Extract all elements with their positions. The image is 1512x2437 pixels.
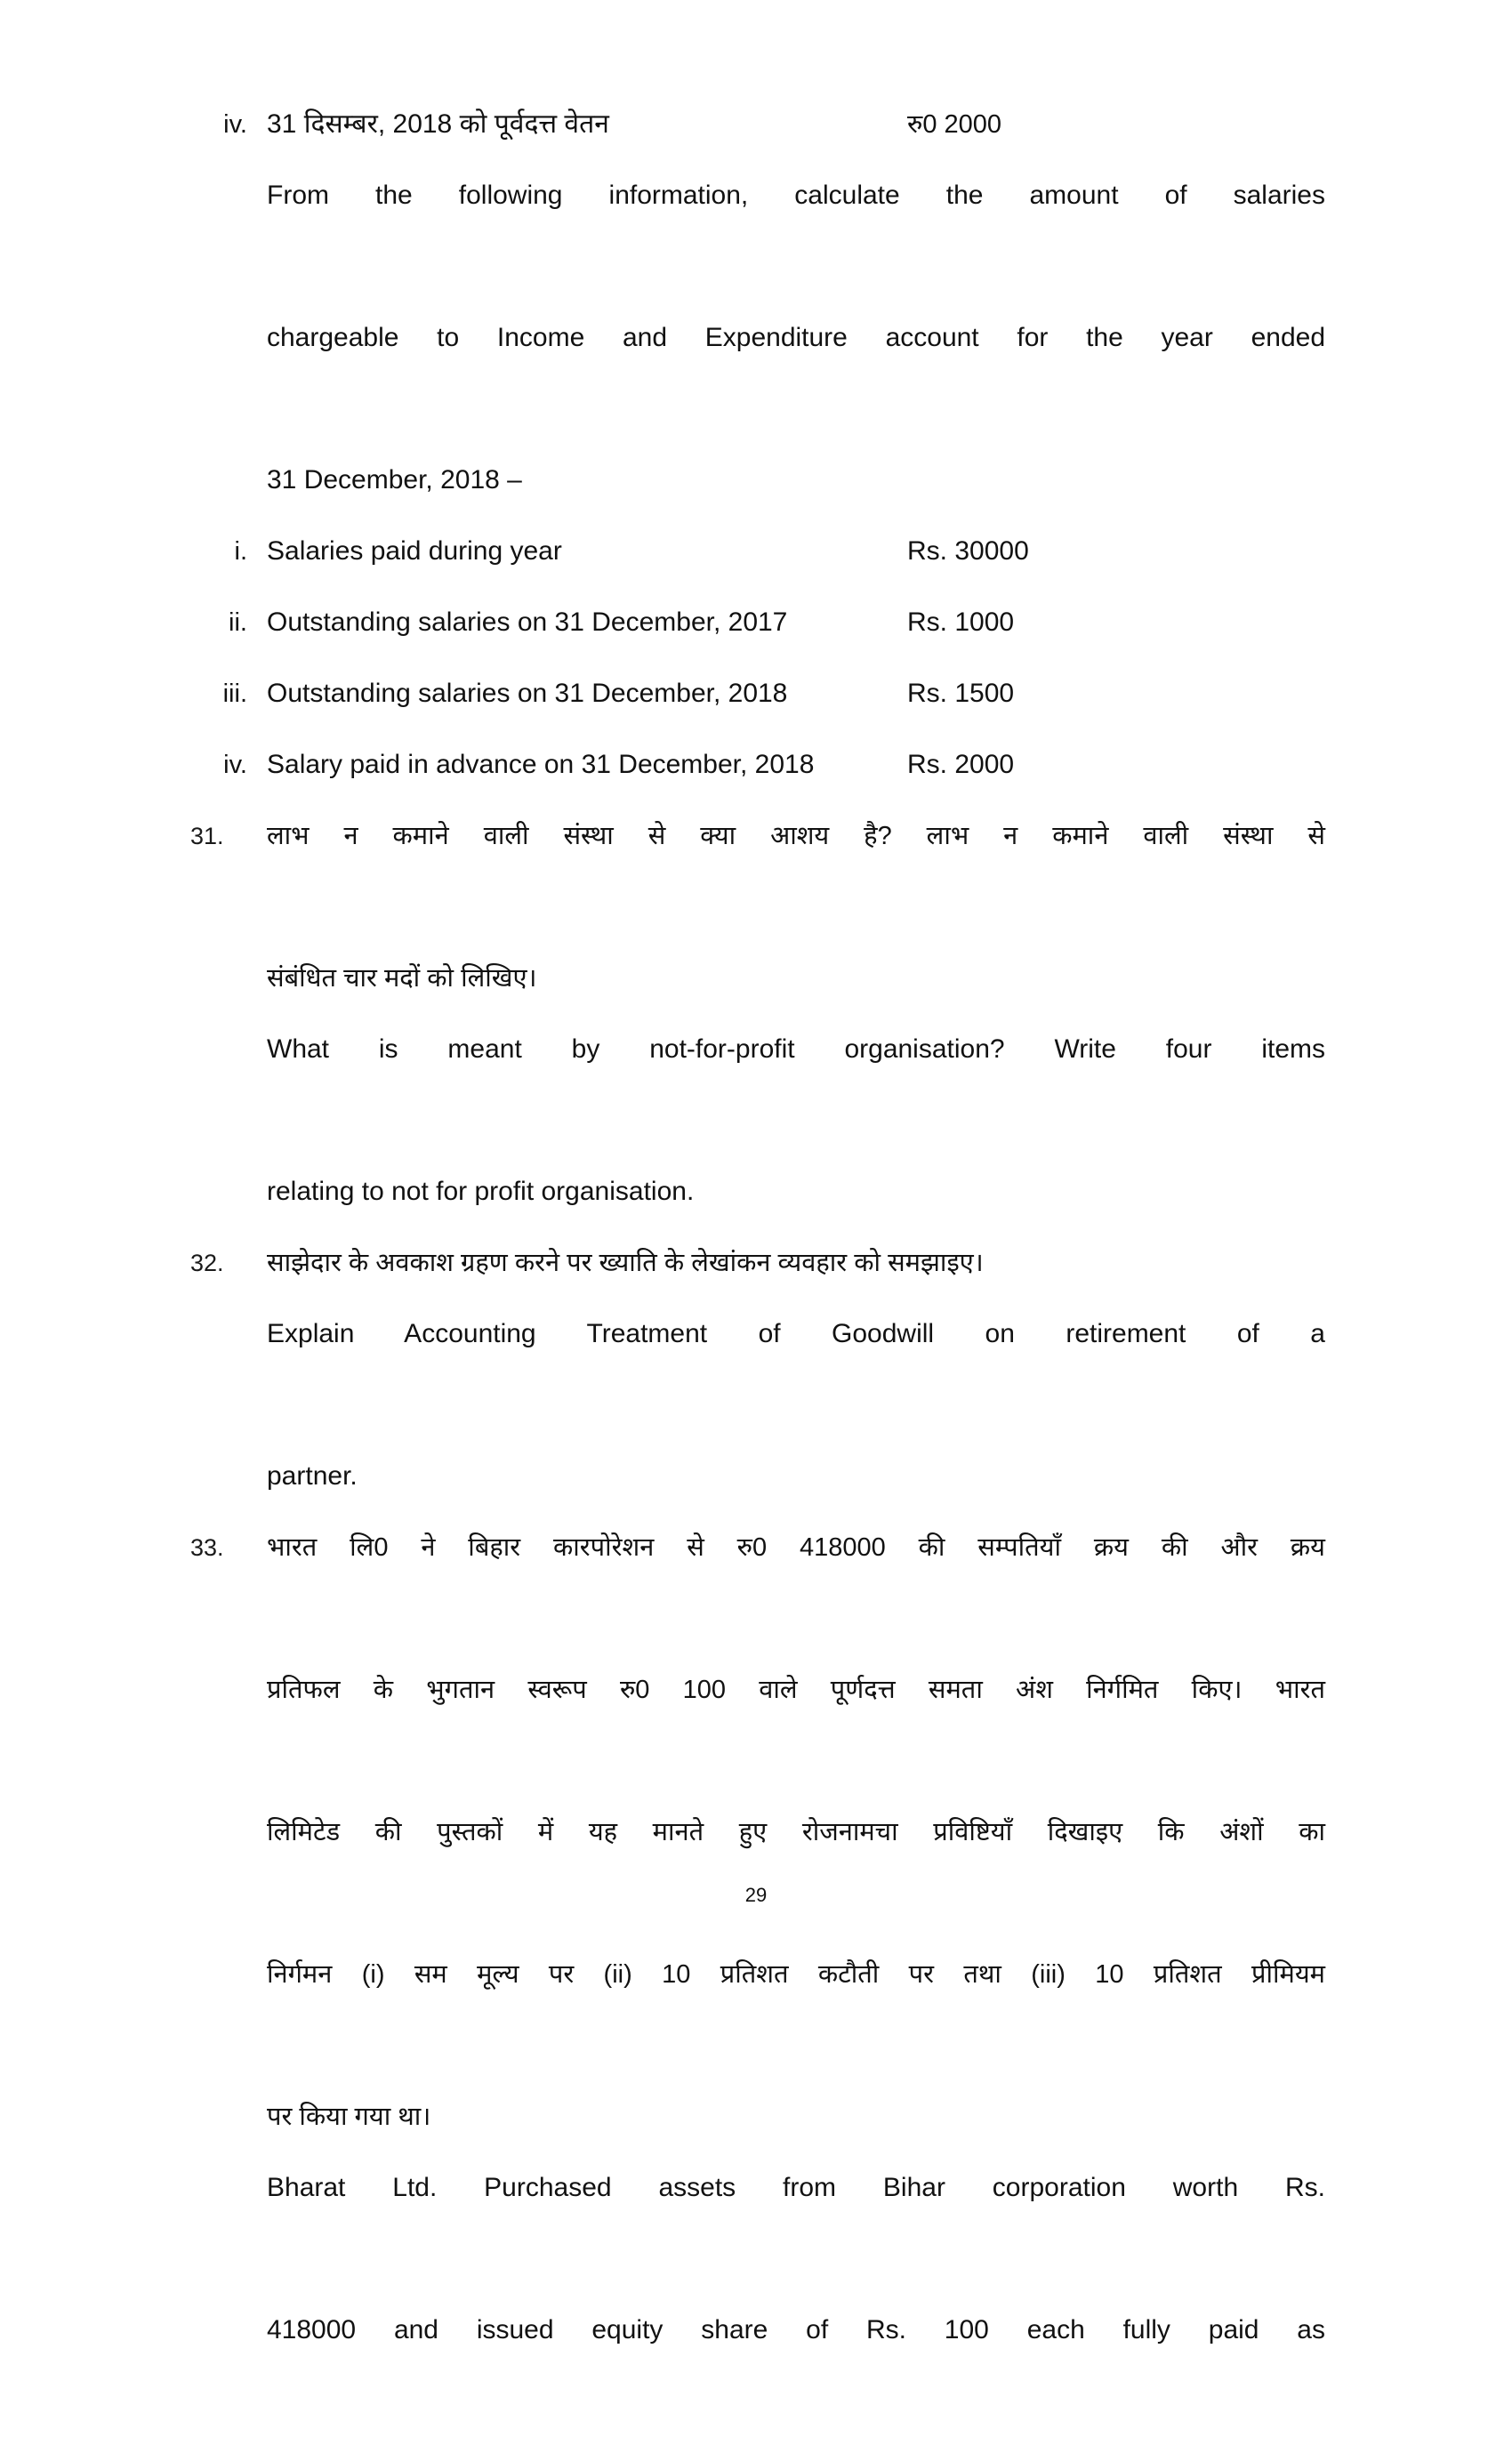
- hindi-subitem-iv-amount: रु0 2000: [907, 110, 1002, 139]
- question-32-english-line-1: Explain Accounting Treatment of Goodwill on retirement of a: [267, 1319, 1325, 1348]
- salary-item-body-3: [267, 658, 1325, 729]
- question-33-hindi-line-5: पर किया गया था।: [267, 2103, 431, 2131]
- hindi-subitem-iv-body: [267, 89, 1325, 160]
- salary-item-line-1: [267, 516, 1325, 587]
- hindi-subitem-iv-text: 31 दिसम्बर, 2018 को पूर्वदत्त वेतन: [267, 109, 609, 139]
- salary-item-amount-2: Rs. 1000: [907, 607, 1015, 637]
- question-32: [187, 1227, 1325, 1512]
- salary-item-line-4: [267, 729, 1325, 800]
- english-intro-row: [187, 160, 1325, 516]
- question-33-english-line-2: 418000 and issued equity share of Rs. 100 each fully paid as: [267, 2315, 1325, 2345]
- question-31-english-line-2: relating to not for profit organisation.: [267, 1177, 695, 1206]
- question-33-number: 33.: [190, 1534, 224, 1561]
- salary-item-body-2: [267, 587, 1325, 658]
- question-33-hindi-line-2: प्रतिफल के भुगतान स्वरूप रु0 100 वाले पूर्णदत्त समता अंश निर्गमित किए। भारत: [267, 1676, 1325, 1704]
- salary-item-row-4: [187, 729, 1325, 800]
- salary-item-body-4: [267, 729, 1325, 800]
- question-31: [187, 800, 1325, 1227]
- salary-item-text-2: Outstanding salaries on 31 December, 2017: [267, 607, 788, 637]
- english-intro-line-3: 31 December, 2018 –: [267, 465, 522, 495]
- english-intro-body: [267, 160, 1325, 516]
- salary-item-marker-2: ii.: [229, 608, 247, 637]
- salary-item-row-3: [187, 658, 1325, 729]
- question-32-body: [267, 1227, 1325, 1512]
- salary-item-text-1: Salaries paid during year: [267, 536, 562, 566]
- salary-item-line-2: [267, 587, 1325, 658]
- english-intro-line-2: chargeable to Income and Expenditure account for the year ended: [267, 323, 1325, 352]
- question-32-number: 32.: [190, 1250, 224, 1276]
- salary-item-amount-1: Rs. 30000: [907, 536, 1029, 566]
- salary-item-row-1: [187, 516, 1325, 587]
- salary-item-body-1: [267, 516, 1325, 587]
- salary-item-marker-3: iii.: [222, 680, 247, 708]
- hindi-subitem-iv-row: [187, 89, 1325, 160]
- question-33: [187, 1512, 1325, 2437]
- question-33-hindi-line-4: निर्गमन (i) सम मूल्य पर (ii) 10 प्रतिशत कटौती पर तथा (iii) 10 प्रतिशत प्रीमियम: [267, 1960, 1325, 1989]
- salary-item-amount-3: Rs. 1500: [907, 679, 1015, 708]
- salary-item-text-4: Salary paid in advance on 31 December, 2018: [267, 750, 815, 779]
- hindi-subitem-iv-line: [267, 89, 1325, 160]
- page-number: 29: [744, 1884, 768, 1906]
- question-33-hindi-line-1: भारत लि0 ने बिहार कारपोरेशन से रु0 418000 की सम्पतियाँ क्रय की और क्रय: [267, 1533, 1325, 1562]
- salary-item-marker-4: iv.: [223, 751, 247, 779]
- question-31-hindi-line-2: संबंधित चार मदों को लिखिए।: [267, 964, 537, 993]
- question-33-body: [267, 1512, 1325, 2437]
- salary-item-text-3: Outstanding salaries on 31 December, 2018: [267, 679, 788, 708]
- question-31-number: 31.: [190, 823, 224, 849]
- question-32-english-line-2: partner.: [267, 1461, 358, 1491]
- salary-item-row-2: [187, 587, 1325, 658]
- question-31-body: [267, 800, 1325, 1227]
- salary-item-line-3: [267, 658, 1325, 729]
- question-31-hindi-line-1: लाभ न कमाने वाली संस्था से क्या आशय है? लाभ न कमाने वाली संस्था से: [267, 822, 1325, 850]
- salary-item-amount-4: Rs. 2000: [907, 750, 1015, 779]
- question-31-english-line-1: What is meant by not-for-profit organisation? Write four items: [267, 1034, 1325, 1064]
- question-33-hindi-line-3: लिमिटेड की पुस्तकों में यह मानते हुए रोजनामचा प्रविष्टियाँ दिखाइए कि अंशों का: [267, 1818, 1325, 1846]
- english-intro-line-1: From the following information, calculate the amount of salaries: [267, 181, 1325, 210]
- question-33-english-line-1: Bharat Ltd. Purchased assets from Bihar corporation worth Rs.: [267, 2173, 1325, 2202]
- salary-item-marker-1: i.: [234, 537, 247, 566]
- hindi-subitem-iv-marker: iv.: [223, 110, 247, 139]
- question-32-hindi-line-1: साझेदार के अवकाश ग्रहण करने पर ख्याति के लेखांकन व्यवहार को समझाइए।: [267, 1249, 984, 1277]
